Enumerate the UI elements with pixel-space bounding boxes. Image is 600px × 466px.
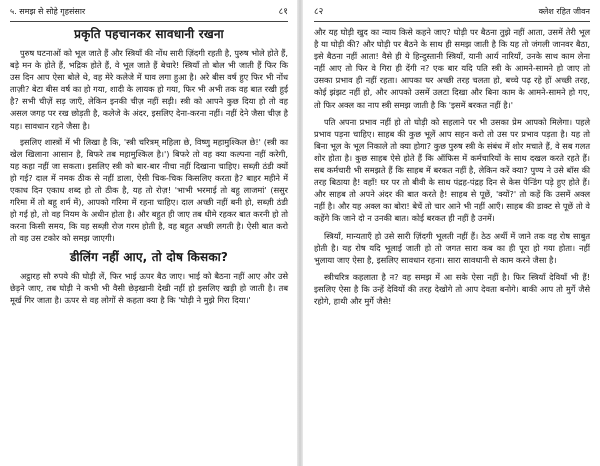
section-heading-1: प्रकृति पहचानकर सावधानी रखना <box>74 27 224 41</box>
right-page <box>304 0 600 466</box>
right-paragraph-3: स्त्रियाँ, मान्यताएँ हो उसे सारी ज़िंदगी भूलती नहीं हैं। ठेठ अर्थी में जाने तक वह रोष साबुत होती है। यह रोष यदि भूलाई जाती हो तो जगत सारा कब का ही पूरा हो गया होता। नहीं भुलाया जाए ऐसा है, इसलिए सावधान रहना। सारा सावधानी से काम करने जैसा है। <box>314 230 590 265</box>
right-paragraph-1: और यह घोड़ी खुद का न्याय किसे कहने जाए? घोड़ी पर बैठना तुझे नहीं आता, उसमें तेरी भूल है या घोड़ी की? और घोड़ी पर बैठने के साथ ही समझ जाती है कि यह तो जंगली जानवर बैठा, इसे बैठना नहीं आता! वैसे ही ये हिन्दुस्तानी स्त्रियाँ, यानी आर्य नारियाँ, उनके साथ काम लेना नहीं आए तो फिर वे गिरा ही देंगी न? एक बार यदि पति स्त्री के आमने-सामने हो जाए तो उसका प्रभाव ही नहीं रहता। आपका घर अच्छी तरह चलता हो, बच्चे पढ़ रहे हों अच्छी तरह, कोई झंझट नहीं हो, और आपको उसमें उलटा दिखा और बिना काम के आमने-सामने हो गए, तो फिर अक्ल का नाप स्त्री समझ जाती है कि 'इसमें बरकत नहीं है।' <box>314 27 590 110</box>
right-page-number: ८२ <box>314 7 324 17</box>
left-page-number: ८१ <box>278 7 288 17</box>
left-paragraph-1: पुरुष घटनाओं को भूल जाते हैं और स्त्रियाँ की नोंध सारी ज़िंदगी रहती है, पुरुष भोले होते हैं, बड़े मन के होते हैं, भद्रिक होते हैं, वे भूल जाते हैं बेचारे! स्त्रियाँ तो बोल भी जाती हैं फिर कि उस दिन आप ऐसा बोले थे, वह मेरे कलेजे में घाव लगा हुआ है। अरे बीस वर्ष हुए फिर भी नोंध ताज़ी? बेटा बीस वर्ष का हो गया, शादी के लायक हो गया, फिर भी अभी तक वह बात रखी हुई है? सभी चीज़ें सड़ जाएँ, लेकिन इनकी चीज़ नहीं सड़ी। स्त्री को आपने कुछ दिया हो तो वह असल जगह पर रख छोड़ती है, कलेजे के अंदर, इसलिए देना-करना नहीं। नहीं देने जैसा चीज़ है यह। सावधान रहने जैसा है। <box>10 48 288 131</box>
left-running-head <box>10 6 288 22</box>
right-paragraph-4: स्त्रीचरित्र कहलाता है न? वह समझ में आ सके ऐसा नहीं है। फिर स्त्रियाँ देवियाँ भी हैं! इसलिए ऐसा है कि उन्हें देवियों की तरह देखोगे तो आप देवता बनोगे। बाकी आप तो मुर्गे जैसे रहोगे, हाथी और मुर्गे जैसे! <box>314 271 590 306</box>
left-running-title: ५. समझ से सोहे गृहसंसार <box>10 7 86 16</box>
right-paragraph-2: पति अपना प्रभाव नहीं हो तो घोड़ी को सहलाने पर भी उसका प्रेम आपको मिलेगा। पहले प्रभाव पड़ना चाहिए। साहब की कुछ भूलें आप सहन करो तो उस पर प्रभाव पड़ता है। यह तो बिना भूल के भूल निकाले तो क्या होगा? कुछ पुरुष स्त्री के संबंध में शोर मचाते हैं, वे सब गलत शोर होता है। कुछ साहब ऐसे होते हैं कि ऑफिस में कर्मचारियों के साथ दखल करते रहते हैं। सब कर्मचारी भी समझते हैं कि साहब में बरकत नहीं है, लेकिन करें क्या? पुण्य ने उसे बॉस की तरह बिठाया है! वहाँ! घर पर तो बीवी के साथ पंद्रह-पंद्रह दिन से केस पेन्डिंग पड़े हुए होते हैं। और साहब तो अपने अंदर की बात करते है! साहब से पूछें, 'क्यों?' तो कहें कि उसमें अक्ल नहीं है। और यह अक्ल का बोरा! बेचें तो चार आने भी नहीं आएँ। साहब की डाक्ट से पूछें तो वे कहेंगे कि जाने दो न उनकी बात। कोई बरकत ही नहीं है उनमें। <box>314 116 590 224</box>
left-paragraph-2: इसलिए शास्त्रों में भी लिखा है कि, 'स्त्री चरित्रम् महिला छे, विष्णु महामुश्किल छे!' (स्त्री का खेल खिलाना आसान है, बिफरे तब महामुश्किल है।') बिफरे तो वह क्या कल्पना नहीं करेगी, यह कहा नहीं जा सकता। इसलिए स्त्री को बार-बार नीचा नहीं दिखाना चाहिए। सब्ज़ी ठंडी क्यों हो गई? दाल में नमक ठीक से नहीं डाला, ऐसी चिक-चिक किसलिए करता है? बाहर महीने में एकाध दिन एकाध शब्द हो तो ठीक है, यह तो रोज़! 'भाभी भरमाई तो बहु लाजमां' (ससुर गरिमा में तो बहू शर्म में), आपको गरिमा में रहना चाहिए। दाल अच्छी नहीं बनी हो, सब्ज़ी ठंडी हो गई हो, तो वह नियम के अधीन होता है। और बहुत ही जाए तब धीमे रहकर बात करनी हो तो करना किसी समय, कि यह सब्ज़ी रोज गरम होती है, वह बहुत अच्छी लगती है। ऐसी बात करो तो वह उस टकोर को समझ जाएगी। <box>10 136 288 244</box>
left-page <box>0 0 296 466</box>
right-running-title: क्लेश रहित जीवन <box>538 7 590 16</box>
section-heading-2: डीलिंग नहीं आए, तो दोष किसका? <box>69 249 229 264</box>
left-paragraph-3: अट्ठारह सौ रुपये की घोड़ी लें, फिर भाई ऊपर बैठ जाए। भाई को बैठना नहीं आए और उसे छेड़ने जाए, तब घोड़ी ने कभी भी वैसी छेड़खानी देखी नहीं हो इसलिए खड़ी हो जाती है। तब मूर्ख गिर जाता है। ऊपर से वह लोगों से कहता क्या है कि 'घोड़ी ने मुझे गिरा दिया।' <box>10 270 288 305</box>
book-gutter <box>297 0 303 466</box>
right-running-head <box>314 6 590 22</box>
